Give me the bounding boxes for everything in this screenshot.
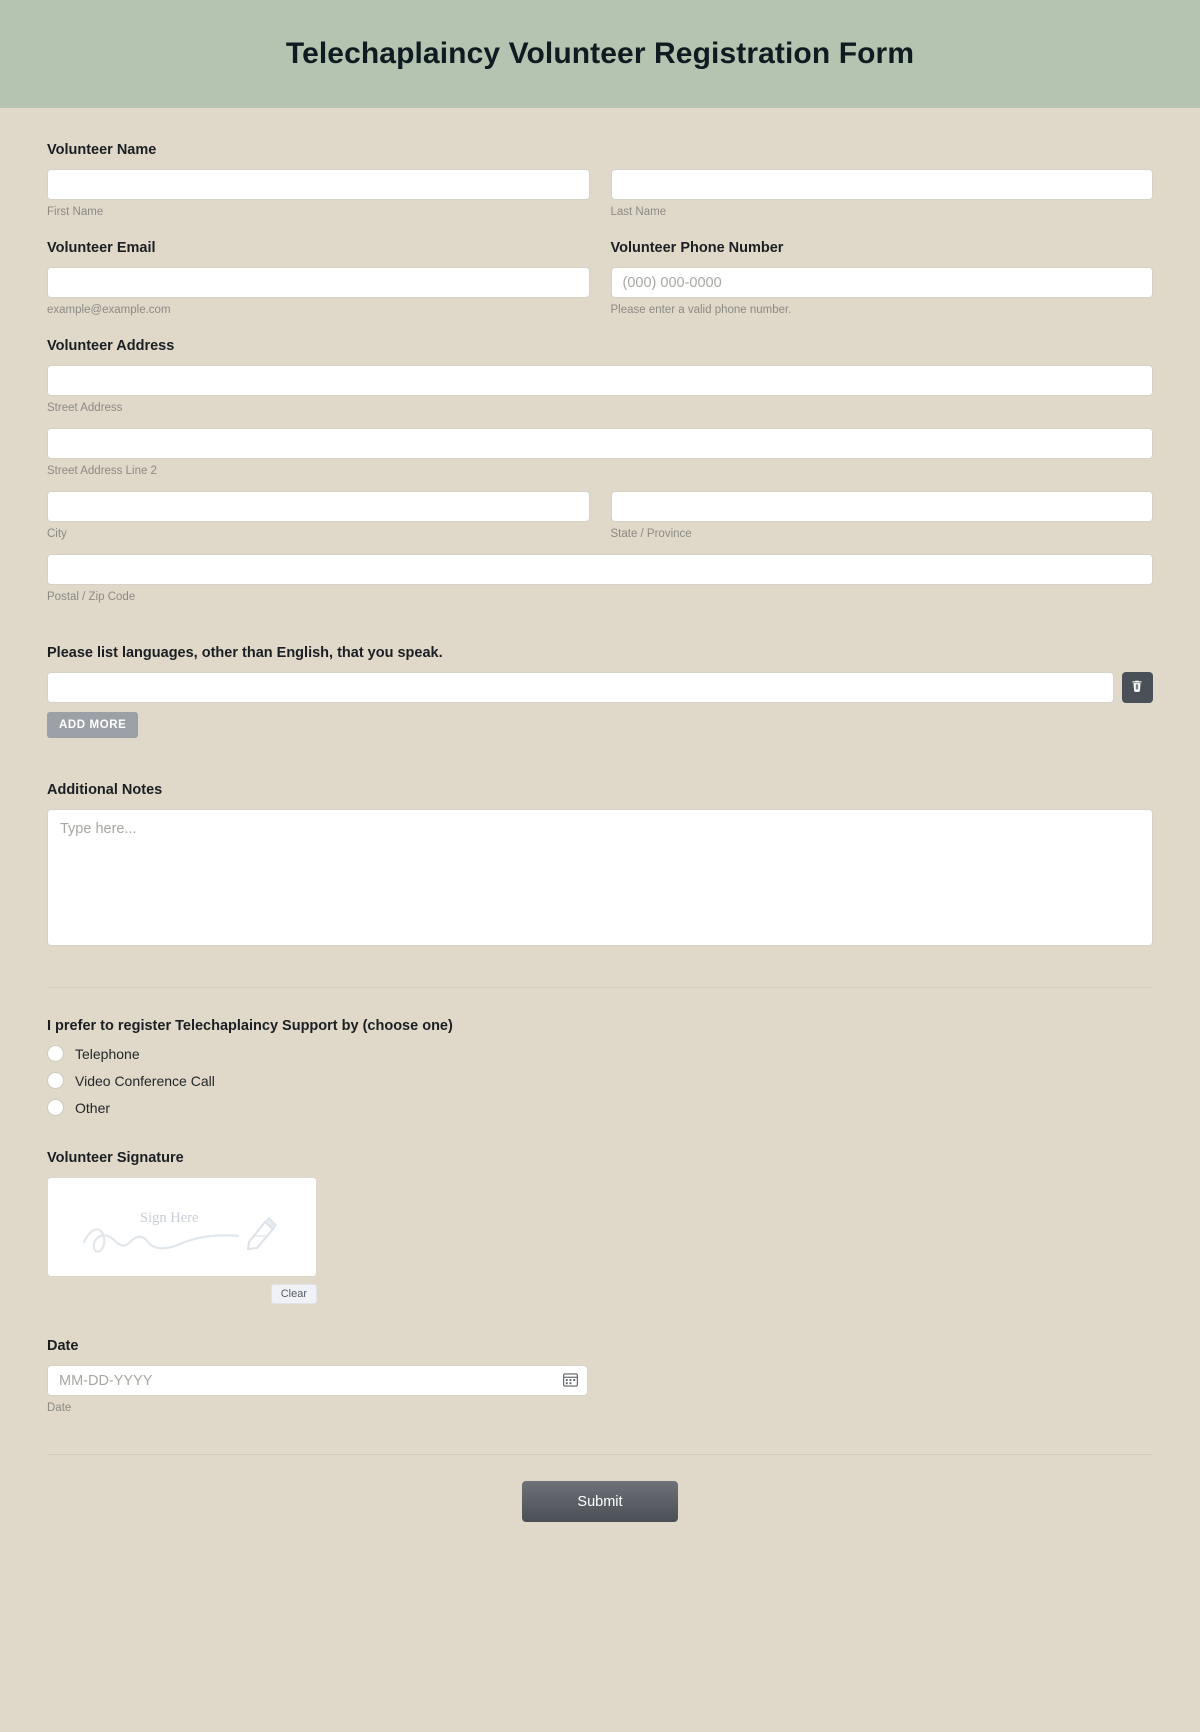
date-label: Date (47, 1338, 79, 1354)
add-more-button[interactable]: ADD MORE (47, 712, 138, 738)
date-input-wrap (47, 1365, 588, 1396)
pen-icon (243, 1214, 279, 1255)
radio-circle-icon[interactable] (47, 1099, 64, 1116)
trash-icon (1130, 679, 1144, 696)
state-input[interactable] (611, 491, 1154, 522)
sign-here-text: Sign Here (140, 1210, 199, 1226)
languages-block (47, 645, 1153, 738)
email-col (47, 240, 590, 316)
additional-notes-block (47, 782, 1153, 951)
phone-sublabel: Please enter a valid phone number. (610, 304, 792, 316)
postal-code-sublabel: Postal / Zip Code (47, 591, 136, 603)
postal-code-input[interactable] (47, 554, 1153, 585)
city-sublabel: City (47, 528, 67, 540)
calendar-icon[interactable] (563, 1372, 578, 1387)
languages-label: Please list languages, other than English, that you speak. (47, 645, 443, 661)
state-sublabel: State / Province (610, 528, 692, 540)
signature-label: Volunteer Signature (47, 1150, 184, 1166)
first-name-col (47, 169, 590, 218)
date-block (47, 1338, 1153, 1414)
radio-label-other: Other (75, 1099, 111, 1116)
last-name-col (611, 169, 1154, 218)
email-phone-block (47, 240, 1153, 316)
radio-option-other[interactable] (47, 1099, 1153, 1116)
first-name-input[interactable] (47, 169, 590, 200)
submit-button[interactable]: Submit (522, 1481, 678, 1522)
radio-label-video-conference-call: Video Conference Call (75, 1072, 215, 1089)
date-sublabel: Date (47, 1402, 72, 1414)
volunteer-phone-label: Volunteer Phone Number (610, 240, 784, 256)
email-input[interactable] (47, 267, 590, 298)
first-name-sublabel: First Name (47, 206, 104, 218)
last-name-sublabel: Last Name (610, 206, 667, 218)
languages-row (47, 672, 1153, 703)
language-input[interactable] (47, 672, 1114, 703)
street-address-2-input[interactable] (47, 428, 1153, 459)
street-address-input[interactable] (47, 365, 1153, 396)
clear-signature-button[interactable]: Clear (271, 1284, 317, 1304)
signature-squiggle-icon (80, 1224, 250, 1265)
additional-notes-textarea[interactable] (47, 809, 1153, 946)
last-name-input[interactable] (611, 169, 1154, 200)
radio-label-telephone: Telephone (75, 1045, 140, 1062)
phone-input[interactable] (611, 267, 1154, 298)
radio-option-telephone[interactable] (47, 1045, 1153, 1062)
street-address-sublabel: Street Address (47, 402, 123, 414)
volunteer-name-label: Volunteer Name (47, 142, 157, 158)
preference-label: I prefer to register Telechaplaincy Support by (choose one) (47, 1018, 453, 1034)
volunteer-email-label: Volunteer Email (47, 240, 156, 256)
radio-option-video-conference-call[interactable] (47, 1072, 1153, 1089)
page-title: Telechaplaincy Volunteer Registration Form (285, 37, 915, 70)
preference-block (47, 1018, 1153, 1116)
radio-circle-icon[interactable] (47, 1045, 64, 1062)
volunteer-address-label: Volunteer Address (47, 338, 175, 354)
trash-icon-button[interactable] (1122, 672, 1153, 703)
form-footer (0, 1455, 1200, 1560)
signature-pad[interactable] (47, 1177, 317, 1277)
date-input[interactable] (47, 1365, 588, 1396)
volunteer-name-block (47, 142, 1153, 218)
form-header (0, 0, 1200, 108)
street-address-2-sublabel: Street Address Line 2 (47, 465, 157, 477)
phone-col (611, 240, 1154, 316)
form-body (0, 108, 1200, 1455)
additional-notes-label: Additional Notes (47, 782, 163, 798)
signature-wrap (47, 1177, 317, 1304)
state-col (611, 491, 1154, 540)
email-sublabel: example@example.com (47, 304, 171, 316)
radio-circle-icon[interactable] (47, 1072, 64, 1089)
city-input[interactable] (47, 491, 590, 522)
volunteer-address-block (47, 338, 1153, 603)
signature-block (47, 1150, 1153, 1304)
section-divider (47, 987, 1153, 988)
city-col (47, 491, 590, 540)
